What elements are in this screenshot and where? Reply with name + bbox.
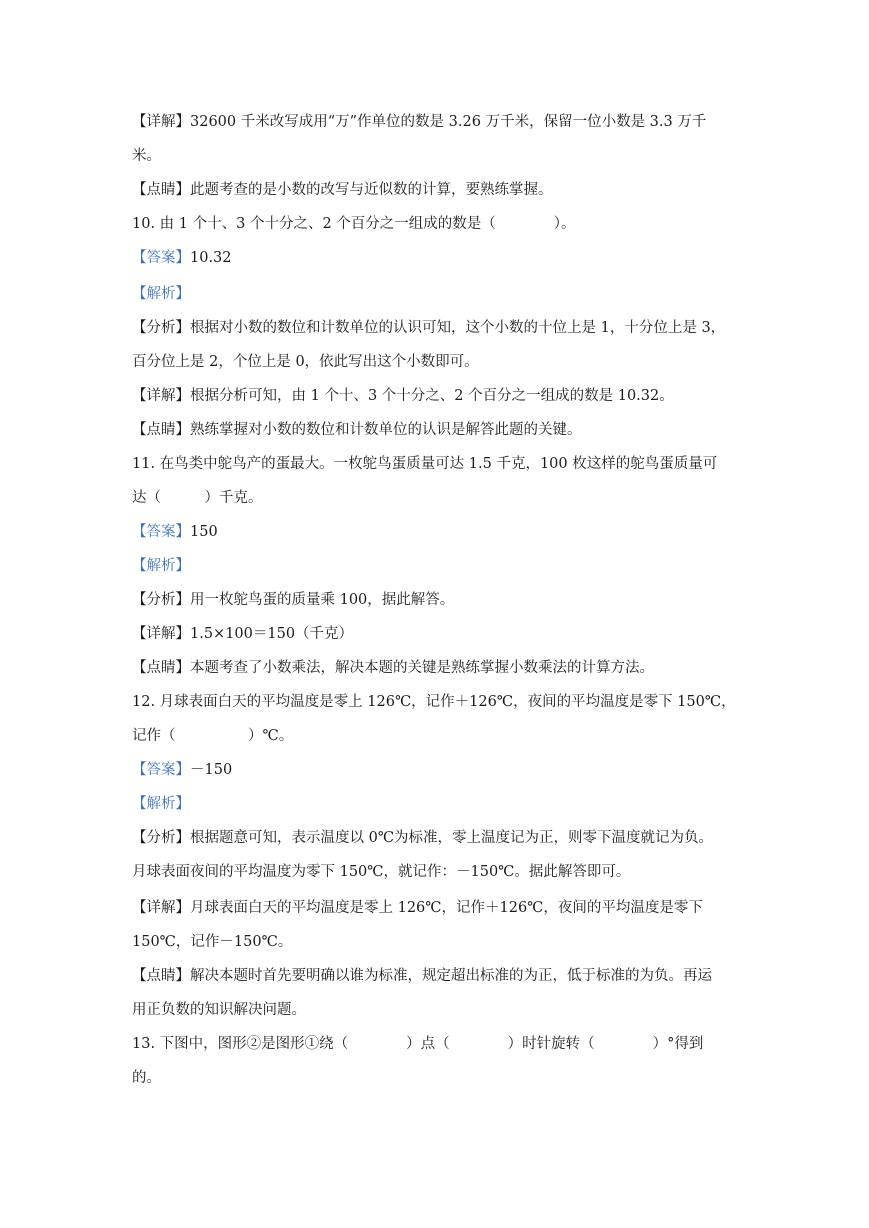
tip-tag: 【点睛】 bbox=[132, 422, 190, 438]
detail-text: 根据分析可知，由 1 个十、3 个十分之、2 个百分之一组成的数是 10.32。 bbox=[190, 388, 674, 404]
detail-line bbox=[132, 898, 742, 918]
analysis-text: 根据题意可知，表示温度以 0℃为标准，零上温度记为正，则零下温度就记为负。 bbox=[190, 830, 714, 846]
analysis-heading bbox=[132, 556, 742, 576]
answer-text: 150 bbox=[190, 524, 218, 540]
detail-continuation bbox=[132, 146, 742, 166]
detail-text: 1.5×100＝150（千克） bbox=[190, 626, 354, 642]
question-11 bbox=[132, 454, 742, 474]
question-12 bbox=[132, 692, 742, 712]
answer-line bbox=[132, 248, 742, 268]
detail-tag: 【详解】 bbox=[132, 626, 190, 642]
question-10 bbox=[132, 214, 742, 234]
tip-text: 此题考查的是小数的改写与近似数的计算，要熟练掌握。 bbox=[190, 182, 553, 198]
detail-line bbox=[132, 624, 742, 644]
tip-tag: 【点睛】 bbox=[132, 182, 190, 198]
question-10-text: 10. 由 1 个十、3 个十分之、2 个百分之一组成的数是（ ）。 bbox=[132, 216, 576, 232]
tip-text-cont: 用正负数的知识解决问题。 bbox=[132, 1002, 306, 1018]
detail-tag: 【详解】 bbox=[132, 388, 190, 404]
detail-continuation bbox=[132, 932, 742, 952]
tip-tag: 【点睛】 bbox=[132, 660, 190, 676]
tip-tag: 【点睛】 bbox=[132, 968, 190, 984]
analysis-heading bbox=[132, 794, 742, 814]
detail-text-cont: 150℃，记作－150℃。 bbox=[132, 934, 293, 950]
question-13-continuation bbox=[132, 1068, 742, 1088]
analysis-sub-tag: 【分析】 bbox=[132, 592, 190, 608]
analysis-text-cont: 百分位上是 2，个位上是 0，依此写出这个小数即可。 bbox=[132, 354, 479, 370]
tip-text: 解决本题时首先要明确以谁为标准，规定超出标准的为正，低于标准的为负。再运 bbox=[190, 968, 712, 984]
question-12-text-cont: 记作（ ）℃。 bbox=[132, 728, 294, 744]
analysis-line bbox=[132, 828, 742, 848]
question-12-text: 12. 月球表面白天的平均温度是零上 126℃，记作＋126℃，夜间的平均温度是零下 150℃， bbox=[132, 694, 736, 710]
answer-text: 10.32 bbox=[190, 250, 232, 266]
detail-text-cont: 米。 bbox=[132, 148, 161, 164]
detail-tag: 【详解】 bbox=[132, 114, 190, 130]
question-11-text: 11. 在鸟类中鸵鸟产的蛋最大。一枚鸵鸟蛋质量可达 1.5 千克，100 枚这样的鸵鸟蛋质量可 bbox=[132, 456, 718, 472]
analysis-line bbox=[132, 590, 742, 610]
question-13-text: 13. 下图中，图形②是图形①绕（ ）点（ ）时针旋转（ ）°得到 bbox=[132, 1036, 704, 1052]
question-11-continuation bbox=[132, 488, 742, 508]
tip-continuation bbox=[132, 1000, 742, 1020]
analysis-continuation bbox=[132, 352, 742, 372]
question-11-text-cont: 达（ ）千克。 bbox=[132, 490, 263, 506]
analysis-sub-tag: 【分析】 bbox=[132, 320, 190, 336]
question-13 bbox=[132, 1034, 742, 1054]
analysis-line bbox=[132, 318, 742, 338]
detail-text: 月球表面白天的平均温度是零上 126℃，记作＋126℃，夜间的平均温度是零下 bbox=[190, 900, 703, 916]
question-12-continuation bbox=[132, 726, 742, 746]
tip-text: 本题考查了小数乘法，解决本题的关键是熟练掌握小数乘法的计算方法。 bbox=[190, 660, 654, 676]
detail-tag: 【详解】 bbox=[132, 900, 190, 916]
analysis-tag: 【解析】 bbox=[132, 286, 190, 302]
detail-line bbox=[132, 386, 742, 406]
detail-text: 32600 千米改写成用“万”作单位的数是 3.26 万千米，保留一位小数是 3.3 万千 bbox=[190, 114, 707, 130]
analysis-sub-tag: 【分析】 bbox=[132, 830, 190, 846]
answer-text: －150 bbox=[190, 762, 233, 778]
answer-tag: 【答案】 bbox=[132, 250, 190, 266]
analysis-tag: 【解析】 bbox=[132, 558, 190, 574]
answer-line bbox=[132, 522, 742, 542]
analysis-tag: 【解析】 bbox=[132, 796, 190, 812]
tip-line bbox=[132, 966, 742, 986]
tip-line bbox=[132, 180, 742, 200]
tip-line bbox=[132, 420, 742, 440]
analysis-text-cont: 月球表面夜间的平均温度为零下 150℃，就记作：－150℃。据此解答即可。 bbox=[132, 864, 631, 880]
answer-line bbox=[132, 760, 742, 780]
analysis-text: 根据对小数的数位和计数单位的认识可知，这个小数的十位上是 1，十分位上是 3， bbox=[190, 320, 726, 336]
analysis-heading bbox=[132, 284, 742, 304]
answer-tag: 【答案】 bbox=[132, 762, 190, 778]
analysis-text: 用一枚鸵鸟蛋的质量乘 100，据此解答。 bbox=[190, 592, 455, 608]
answer-tag: 【答案】 bbox=[132, 524, 190, 540]
tip-text: 熟练掌握对小数的数位和计数单位的认识是解答此题的关键。 bbox=[190, 422, 582, 438]
detail-line bbox=[132, 112, 742, 132]
tip-line bbox=[132, 658, 742, 678]
question-13-text-cont: 的。 bbox=[132, 1070, 161, 1086]
analysis-continuation bbox=[132, 862, 742, 882]
